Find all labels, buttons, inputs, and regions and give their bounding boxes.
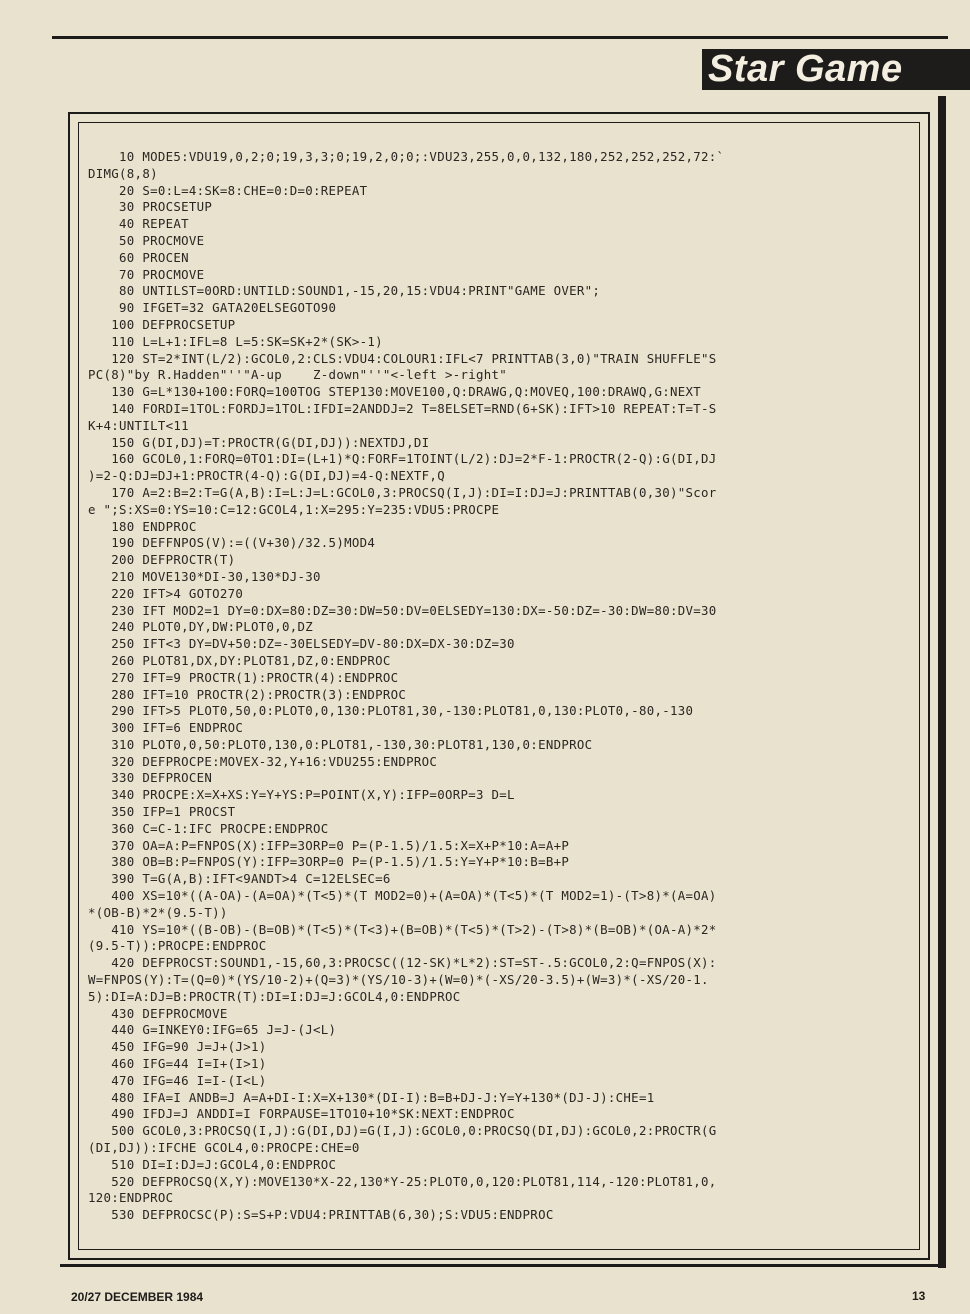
listing-line: W=FNPOS(Y):T=(Q=0)*(YS/10-2)+(Q=3)*(YS/10-3)+(W=0)*(-XS/20-3.5)+(W=3)*(-XS/20-1.: [88, 972, 709, 988]
listing-line: 10 MODE5:VDU19,0,2;0;19,3,3;0;19,2,0;0;:VDU23,255,0,0,132,180,252,252,252,72:`: [88, 149, 725, 164]
listing-line: (DI,DJ)):IFCHE GCOL4,0:PROCPE:CHE=0: [88, 1140, 360, 1156]
listing-line: 30 PROCSETUP: [88, 199, 213, 215]
listing-line: 240 PLOT0,DY,DW:PLOT0,0,DZ: [88, 619, 314, 635]
listing-line: DIMG(8,8): [88, 165, 158, 181]
listing-line: (9.5-T)):PROCPE:ENDPROC: [88, 938, 267, 954]
listing-line: 230 IFT MOD2=1 DY=0:DX=80:DZ=30:DW=50:DV=0ELSEDY=130:DX=-50:DZ=-30:DW=80:DV=30: [88, 602, 717, 618]
box-shadow-right: [938, 96, 946, 1268]
listing-line: 390 T=G(A,B):IFT<9ANDT>4 C=12ELSEC=6: [88, 871, 391, 887]
listing-line: 160 GCOL0,1:FORQ=0TO1:DI=(L+1)*Q:FORF=1TOINT(L/2):DJ=2*F-1:PROCTR(2-Q):G(DI,DJ: [88, 451, 717, 467]
listing-line: 270 IFT=9 PROCTR(1):PROCTR(4):ENDPROC: [88, 669, 399, 685]
listing-line: 90 IFGET=32 GATA20ELSEGOTO90: [88, 300, 337, 316]
listing-line: 130 G=L*130+100:FORQ=100TOG STEP130:MOVE100,Q:DRAWG,Q:MOVEQ,100:DRAWQ,G:NEXT: [88, 384, 702, 400]
listing-line: )=2-Q:DJ=DJ+1:PROCTR(4-Q):G(DI,DJ)=4-Q:NEXTF,Q: [88, 468, 445, 484]
listing-line: 340 PROCPE:X=X+XS:Y=Y+YS:P=POINT(X,Y):IFP=0ORP=3 D=L: [88, 787, 515, 803]
listing-line: 80 UNTILST=0ORD:UNTILD:SOUND1,-15,20,15:VDU4:PRINT"GAME OVER";: [88, 283, 601, 299]
listing-line: 410 YS=10*((B-OB)-(B=OB)*(T<5)*(T<3)+(B=OB)*(T<5)*(T>2)-(T>8)*(B=OB)*(OA-A)*2*: [88, 921, 717, 937]
top-rule: [52, 36, 948, 39]
listing-line: 280 IFT=10 PROCTR(2):PROCTR(3):ENDPROC: [88, 686, 407, 702]
listing-line: 470 IFG=46 I=I-(I<L): [88, 1072, 267, 1088]
listing-line: 500 GCOL0,3:PROCSQ(I,J):G(DI,DJ)=G(I,J):GCOL0,0:PROCSQ(DI,DJ):GCOL0,2:PROCTR(G: [88, 1123, 717, 1139]
listing-line: 200 DEFPROCTR(T): [88, 552, 236, 568]
listing-line: 110 L=L+1:IFL=8 L=5:SK=SK+2*(SK>-1): [88, 333, 383, 349]
listing-line: 450 IFG=90 J=J+(J>1): [88, 1039, 267, 1055]
listing-line: 510 DI=I:DJ=J:GCOL4,0:ENDPROC: [88, 1156, 337, 1172]
listing-line: 520 DEFPROCSQ(X,Y):MOVE130*X-22,130*Y-25:PLOT0,0,120:PLOT81,114,-120:PLOT81,0,: [88, 1173, 717, 1189]
listing-line: 40 REPEAT: [88, 216, 189, 232]
listing-line: 140 FORDI=1TOL:FORDJ=1TOL:IFDI=2ANDDJ=2 T=8ELSET=RND(6+SK):IFT>10 REPEAT:T=T-S: [88, 400, 717, 416]
listing-line: 490 IFDJ=J ANDDI=I FORPAUSE=1TO10+10*SK:NEXT:ENDPROC: [88, 1106, 515, 1122]
listing-line: 530 DEFPROCSC(P):S=S+P:VDU4:PRINTTAB(6,30);S:VDU5:ENDPROC: [88, 1207, 554, 1223]
box-shadow-bottom: [60, 1264, 946, 1267]
listing-line: 310 PLOT0,0,50:PLOT0,130,0:PLOT81,-130,30:PLOT81,130,0:ENDPROC: [88, 736, 593, 752]
section-title: Star Game: [708, 48, 903, 90]
listing-line: 150 G(DI,DJ)=T:PROCTR(G(DI,DJ)):NEXTDJ,DI: [88, 434, 430, 450]
listing-line: 260 PLOT81,DX,DY:PLOT81,DZ,0:ENDPROC: [88, 652, 391, 668]
issue-date: 20/27 DECEMBER 1984: [71, 1290, 204, 1304]
listing-line: 120 ST=2*INT(L/2):GCOL0,2:CLS:VDU4:COLOUR1:IFL<7 PRINTTAB(3,0)"TRAIN SHUFFLE"S: [88, 350, 717, 366]
listing-line: 180 ENDPROC: [88, 518, 197, 534]
section-header: [702, 49, 970, 90]
listing-line: 460 IFG=44 I=I+(I>1): [88, 1056, 267, 1072]
listing-line: 60 PROCEN: [88, 249, 189, 265]
program-listing: [88, 149, 908, 1224]
listing-line: 480 IFA=I ANDB=J A=A+DI-I:X=X+130*(DI-I):B=B+DJ-J:Y=Y+130*(DJ-J):CHE=1: [88, 1089, 655, 1105]
listing-line: 220 IFT>4 GOTO270: [88, 585, 244, 601]
listing-line: 70 PROCMOVE: [88, 266, 205, 282]
listing-line: 190 DEFFNPOS(V):=((V+30)/32.5)MOD4: [88, 535, 376, 551]
listing-line: 100 DEFPROCSETUP: [88, 316, 236, 332]
listing-line: e ";S:XS=0:YS=10:C=12:GCOL4,1:X=295:Y=235:VDU5:PROCPE: [88, 501, 500, 517]
listing-line: 20 S=0:L=4:SK=8:CHE=0:D=0:REPEAT: [88, 182, 368, 198]
listing-line: 400 XS=10*((A-OA)-(A=OA)*(T<5)*(T MOD2=0)+(A=OA)*(T<5)*(T MOD2=1)-(T>8)*(A=OA): [88, 888, 717, 904]
listing-line: 430 DEFPROCMOVE: [88, 1005, 228, 1021]
listing-line: 440 G=INKEY0:IFG=65 J=J-(J<L): [88, 1022, 337, 1038]
listing-line: 330 DEFPROCEN: [88, 770, 213, 786]
listing-line: 320 DEFPROCPE:MOVEX-32,Y+16:VDU255:ENDPROC: [88, 753, 438, 769]
listing-line: 350 IFP=1 PROCST: [88, 804, 236, 820]
listing-line: 250 IFT<3 DY=DV+50:DZ=-30ELSEDY=DV-80:DX=DX-30:DZ=30: [88, 636, 515, 652]
listing-line: 360 C=C-1:IFC PROCPE:ENDPROC: [88, 820, 329, 836]
listing-line: 380 OB=B:P=FNPOS(Y):IFP=3ORP=0 P=(P-1.5)/1.5:Y=Y+P*10:B=B+P: [88, 854, 570, 870]
listing-line: 50 PROCMOVE: [88, 232, 205, 248]
listing-line: 290 IFT>5 PLOT0,50,0:PLOT0,0,130:PLOT81,30,-130:PLOT81,0,130:PLOT0,-80,-130: [88, 703, 694, 719]
listing-line: 210 MOVE130*DI-30,130*DJ-30: [88, 568, 321, 584]
listing-line: 370 OA=A:P=FNPOS(X):IFP=3ORP=0 P=(P-1.5)/1.5:X=X+P*10:A=A+P: [88, 837, 570, 853]
listing-line: PC(8)"by R.Hadden"''"A-up Z-down"''"<-left >-right": [88, 367, 508, 383]
listing-line: K+4:UNTILT<11: [88, 417, 189, 433]
page-number: 13: [912, 1289, 926, 1303]
listing-line: 420 DEFPROCST:SOUND1,-15,60,3:PROCSC((12-SK)*L*2):ST=ST-.5:GCOL0,2:Q=FNPOS(X):: [88, 955, 717, 971]
listing-line: 120:ENDPROC: [88, 1190, 174, 1206]
listing-line: 5):DI=A:DJ=B:PROCTR(T):DI=I:DJ=J:GCOL4,0:ENDPROC: [88, 988, 461, 1004]
listing-line: 170 A=2:B=2:T=G(A,B):I=L:J=L:GCOL0,3:PROCSQ(I,J):DI=I:DJ=J:PRINTTAB(0,30)"Scor: [88, 484, 717, 500]
listing-line: 300 IFT=6 ENDPROC: [88, 720, 244, 736]
listing-line: *(OB-B)*2*(9.5-T)): [88, 904, 228, 920]
